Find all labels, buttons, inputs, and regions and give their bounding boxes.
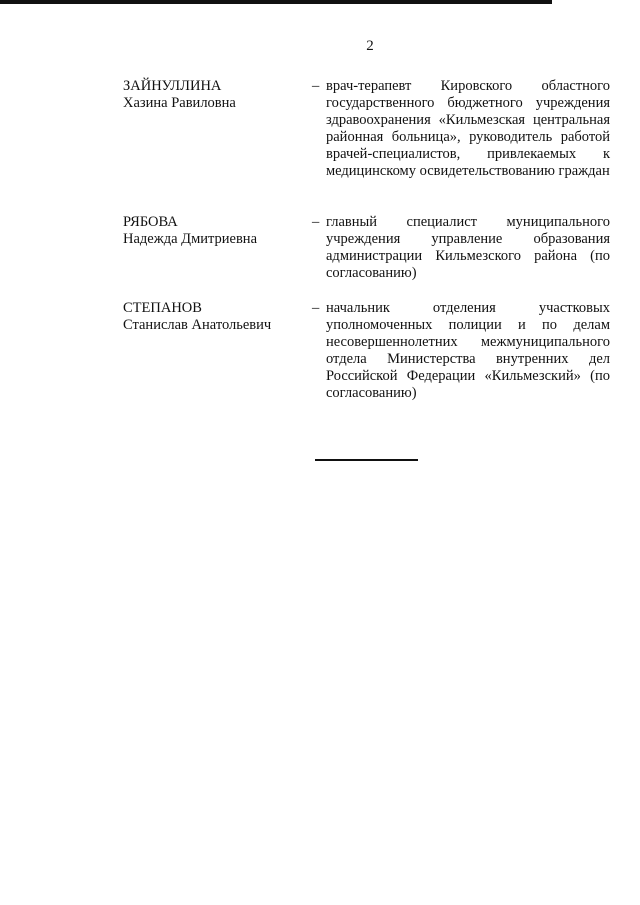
member-surname: ЗАЙНУЛЛИНА [123,78,222,94]
end-separator-line [315,459,418,461]
page-number: 2 [366,38,374,54]
member-surname: РЯБОВА [123,214,178,230]
top-border-line [0,0,552,4]
member-given-names: Хазина Равиловна [123,95,236,111]
member-given-names: Станислав Анатольевич [123,317,272,333]
member-dash: – [312,78,320,94]
member-role: главный специалист муниципального учреждения управление образования администрации Кильмезского района (по согласованию) [326,214,610,281]
member-given-names: Надежда Дмитриевна [123,231,258,247]
member-dash: – [312,300,320,316]
member-name [123,78,308,112]
member-role: начальник отделения участковых уполномоченных полиции и по делам несовершеннолетних межмуниципального отдела Министерства внутренних дел Российской Федерации «Кильмезский» (по согласованию) [326,300,610,401]
member-surname: СТЕПАНОВ [123,300,202,316]
member-name [123,300,308,334]
member-name [123,214,308,248]
member-dash: – [312,214,320,230]
member-role: врач-терапевт Кировского областного государственного бюджетного учреждения здравоохранения «Кильмезская центральная районная больница», руководитель работой врачей-специалистов, привлекаемых к медицинскому освидетельствованию граждан [326,78,610,179]
